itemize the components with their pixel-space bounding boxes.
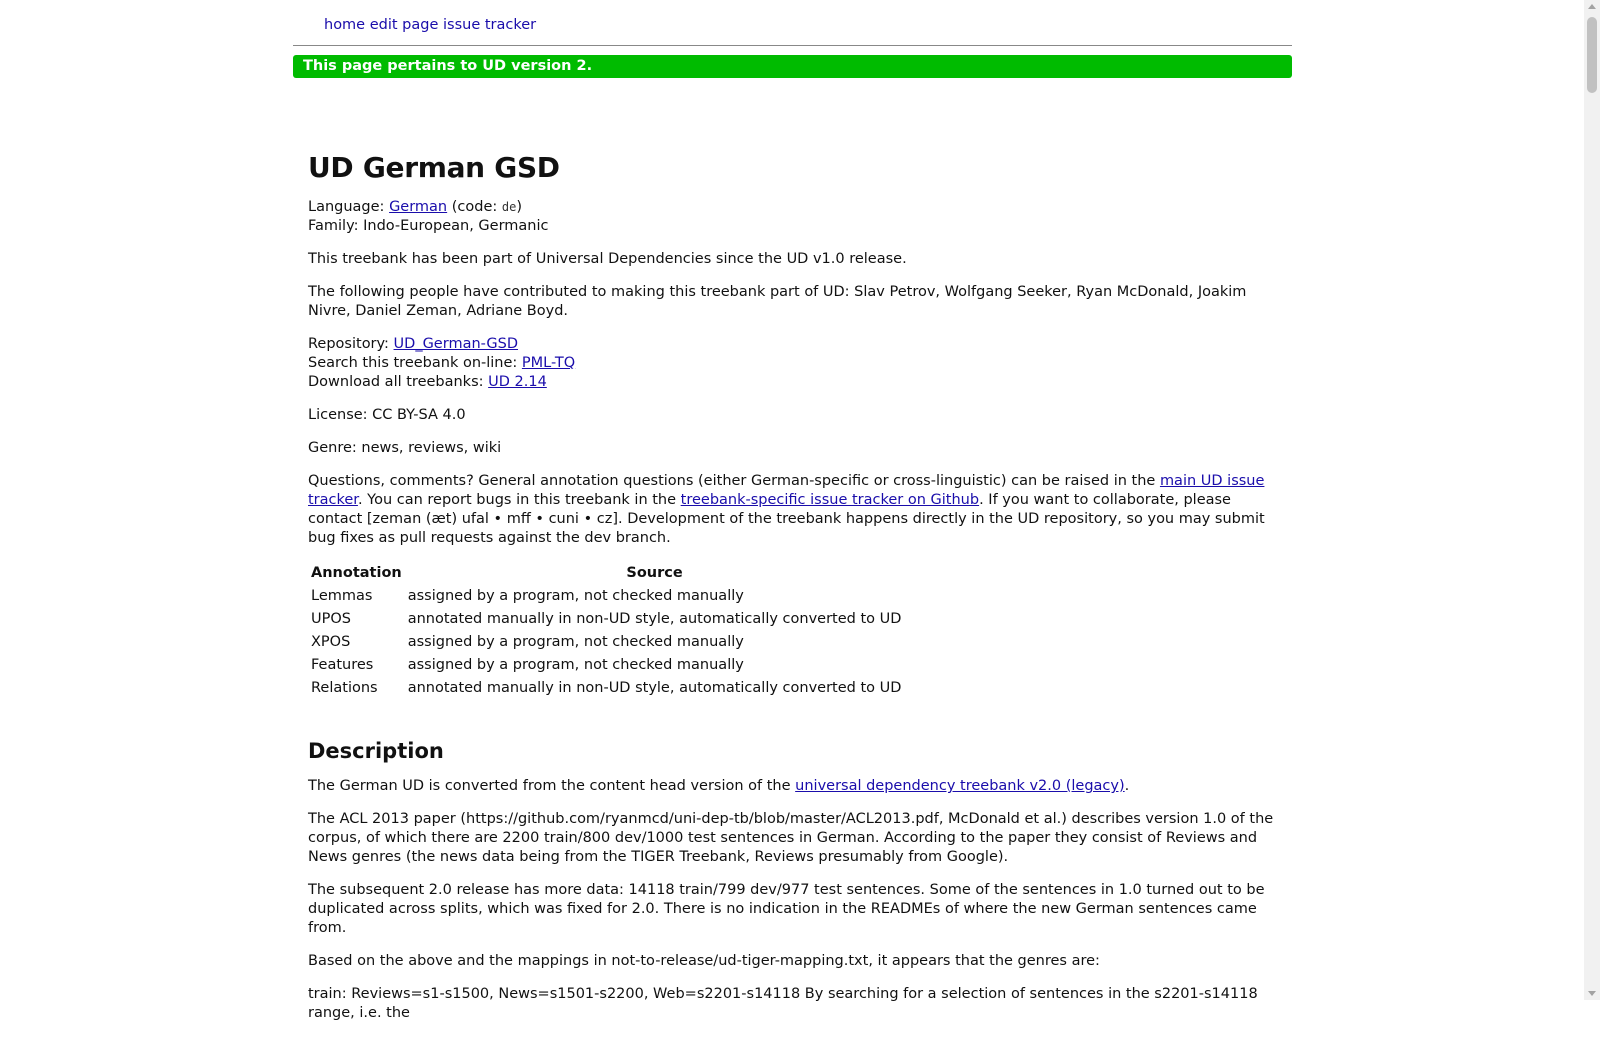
language-code-suffix: ) bbox=[516, 199, 522, 215]
table-row bbox=[308, 653, 904, 676]
table-row bbox=[308, 584, 904, 607]
page-title: UD German GSD bbox=[308, 151, 560, 184]
links-block bbox=[308, 335, 1277, 392]
contributors-text: The following people have contributed to making this treebank part of UD: Slav Petrov, Wolfgang Seeker, Ryan McDonald, Joakim Nivre, Daniel Zeman, Adriane Boyd. bbox=[308, 284, 1247, 319]
table-cell: Lemmas bbox=[311, 587, 373, 604]
table-cell: assigned by a program, not checked manually bbox=[407, 656, 744, 673]
questions-text-3: . If you want to collaborate, please contact [zeman (æt) ufal • mff • cuni • cz]. Development of the treebank happens directly in the UD repository, so you may submit bug fixes as pull requests against the dev branch. bbox=[308, 492, 1265, 546]
nav-divider bbox=[293, 45, 1292, 46]
table-cell: annotated manually in non-UD style, automatically converted to UD bbox=[407, 610, 902, 627]
description-p4: Based on the above and the mappings in not-to-release/ud-tiger-mapping.txt, it appears that the genres are: bbox=[308, 953, 1100, 969]
repository-label: Repository: bbox=[308, 336, 389, 352]
scroll-down-arrow-icon[interactable] bbox=[1588, 991, 1596, 996]
search-label: Search this treebank on-line: bbox=[308, 355, 518, 371]
treebank-issue-tracker-link[interactable]: treebank-specific issue tracker on Github bbox=[680, 492, 980, 508]
genre-text: Genre: news, reviews, wiki bbox=[308, 440, 502, 456]
nav-edit-page-link[interactable]: edit page bbox=[369, 17, 439, 33]
scrollbar-thumb[interactable] bbox=[1587, 17, 1597, 93]
table-row bbox=[308, 607, 904, 630]
version-banner: This page pertains to UD version 2. bbox=[293, 55, 1292, 78]
language-code: de bbox=[501, 200, 517, 214]
legacy-treebank-link[interactable]: universal dependency treebank v2.0 (legacy) bbox=[795, 778, 1125, 794]
table-cell: assigned by a program, not checked manually bbox=[407, 587, 744, 604]
description-p5: train: Reviews=s1-s1500, News=s1501-s2200, Web=s2201-s14118 By searching for a selection of sentences in the s2201-s14118 range, i.e. the bbox=[308, 986, 1258, 1021]
questions-text bbox=[308, 472, 1277, 548]
download-label: Download all treebanks: bbox=[308, 374, 484, 390]
language-info bbox=[308, 198, 1277, 236]
table-header-annotation: Annotation bbox=[311, 565, 402, 581]
main-issue-tracker-link[interactable]: main UD issue tracker bbox=[308, 473, 1265, 508]
description-heading: Description bbox=[308, 739, 444, 763]
language-code-prefix: (code: bbox=[451, 199, 498, 215]
main-content bbox=[293, 151, 1292, 1023]
description-p1-text: The German UD is converted from the content head version of the bbox=[308, 778, 796, 794]
table-cell: assigned by a program, not checked manually bbox=[407, 633, 744, 650]
page-container bbox=[293, 0, 1292, 1037]
repository-link[interactable]: UD_German-GSD bbox=[393, 336, 519, 352]
vertical-scrollbar[interactable] bbox=[1584, 0, 1600, 1000]
table-cell: annotated manually in non-UD style, automatically converted to UD bbox=[407, 679, 902, 696]
table-cell: XPOS bbox=[311, 633, 351, 650]
table-row bbox=[308, 676, 904, 699]
annotation-table bbox=[308, 562, 904, 699]
table-header-row bbox=[308, 562, 904, 584]
search-pmltq-link[interactable]: PML-TQ bbox=[521, 355, 576, 371]
table-row bbox=[308, 630, 904, 653]
description-p2: The ACL 2013 paper (https://github.com/ryanmcd/uni-dep-tb/blob/master/ACL2013.pdf, McDonald et al.) describes version 1.0 of the corpus, of which there are 2200 train/800 dev/1000 test sentences in German. According to the paper they consist of Reviews and News genres (the news data being from the TIGER Treebank, Reviews presumably from Google). bbox=[308, 811, 1274, 865]
nav-home-link[interactable]: home bbox=[324, 17, 366, 33]
scroll-up-arrow-icon[interactable] bbox=[1588, 4, 1596, 9]
questions-text-1: Questions, comments? General annotation questions (either German-specific or cross-linguistic) can be raised in the bbox=[308, 473, 1160, 489]
questions-text-2: . You can report bugs in this treebank in the bbox=[357, 492, 681, 508]
description-p1 bbox=[308, 777, 1277, 796]
table-header-source: Source bbox=[626, 565, 683, 581]
download-link[interactable]: UD 2.14 bbox=[488, 374, 547, 390]
language-link[interactable]: German bbox=[389, 199, 448, 215]
description-p3: The subsequent 2.0 release has more data: 14118 train/799 dev/977 test sentences. Some of the sentences in 1.0 turned out to be duplicated across splits, which was fixed for 2.0. There is no indication in the READMEs of where the new German sentences came from. bbox=[308, 882, 1265, 936]
description-p1-end: . bbox=[1124, 778, 1130, 794]
license-text: License: CC BY-SA 4.0 bbox=[308, 407, 466, 423]
nav-issue-tracker-link[interactable]: issue tracker bbox=[443, 17, 537, 33]
top-nav bbox=[293, 0, 1292, 45]
since-text: This treebank has been part of Universal Dependencies since the UD v1.0 release. bbox=[308, 251, 907, 267]
table-cell: Relations bbox=[311, 679, 378, 696]
language-label: Language: bbox=[308, 199, 385, 215]
table-cell: UPOS bbox=[311, 610, 351, 627]
family-info: Family: Indo-European, Germanic bbox=[308, 218, 549, 234]
table-cell: Features bbox=[311, 656, 374, 673]
